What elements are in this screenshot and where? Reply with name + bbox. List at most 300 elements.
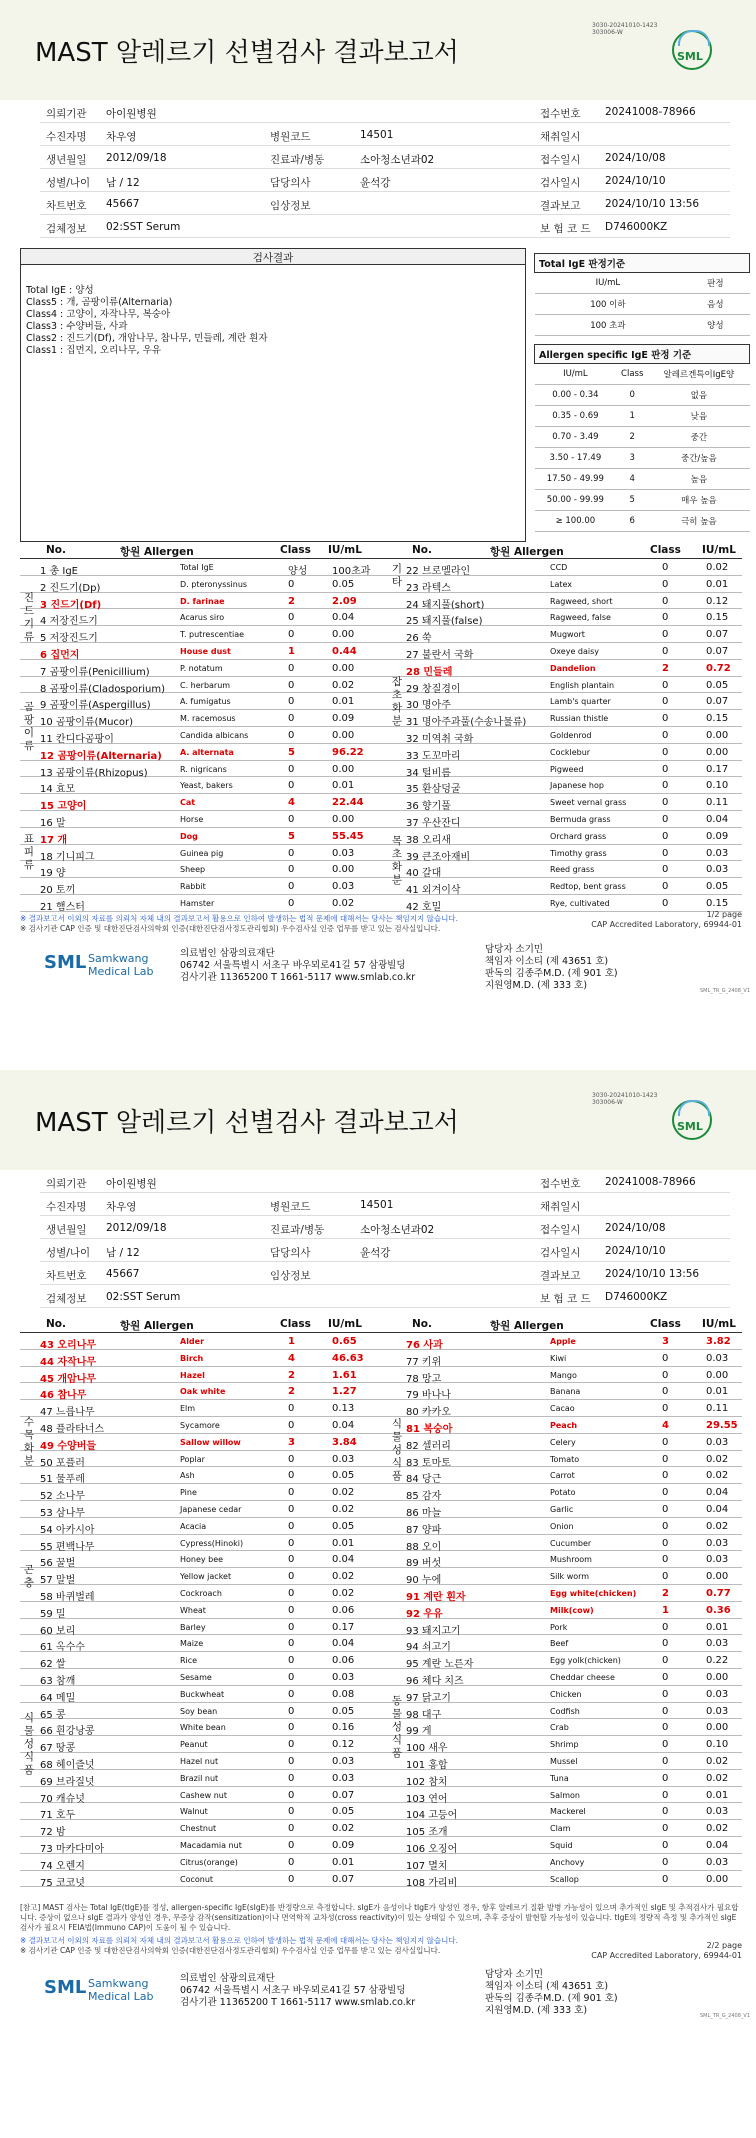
class-value: 0: [288, 629, 295, 641]
class-value: 2: [288, 1386, 295, 1398]
info-value: 남 / 12: [106, 1247, 140, 1259]
info-label: 보 험 코 드: [540, 1293, 591, 1305]
list-header: [20, 543, 742, 559]
iu-value: 0.02: [332, 1487, 355, 1499]
class-value: 0: [662, 645, 669, 657]
info-row: [40, 100, 730, 123]
page-title: MAST 알레르기 선별검사 결과보고서: [35, 1108, 459, 1138]
class-value: 0: [662, 1755, 669, 1767]
info-label: 담당의사: [270, 177, 311, 189]
allergen-en: A. alternata: [180, 747, 234, 757]
class-value: 0: [288, 1503, 295, 1515]
iu-value: 0.04: [706, 813, 729, 825]
allergen-en: Birch: [180, 1353, 204, 1363]
info-value: 2024/10/10: [605, 1245, 666, 1257]
iu-value: 0.00: [332, 864, 355, 876]
allergen-en: Dandelion: [550, 663, 596, 673]
allergen-row: [20, 1367, 742, 1384]
info-value: 소아청소년과02: [360, 1224, 435, 1236]
class-value: 0: [288, 1571, 295, 1583]
allergen-ko: 28 민들레: [406, 666, 453, 678]
allergen-row: [20, 1871, 742, 1888]
allergen-row: [20, 794, 742, 811]
iu-value: 0.07: [332, 1789, 355, 1801]
info-row: [40, 1216, 730, 1239]
allergen-row: [20, 1585, 742, 1602]
class-value: 0: [662, 562, 669, 573]
col-no: No.: [46, 1318, 66, 1330]
allergen-en: English plantain: [550, 680, 615, 690]
allergen-ko: 100 새우: [406, 1743, 448, 1755]
iu-value: 0.77: [706, 1587, 731, 1599]
allergen-ko: 89 버섯: [406, 1558, 442, 1570]
page-number: 2/2 page CAP Accredited Laboratory, 69944-01: [591, 1941, 742, 1960]
doc-code: 3030-20241010-1423 303006-W: [592, 22, 658, 36]
allergen-ko: 4 저장진드기: [40, 616, 98, 628]
allergen-en: Wheat: [180, 1605, 206, 1615]
iu-value: 0.00: [706, 1571, 729, 1583]
iu-value: 0.01: [706, 1386, 729, 1398]
info-label: 담당의사: [270, 1247, 311, 1259]
iu-value: 0.01: [332, 696, 355, 708]
info-label: 성별/나이: [46, 177, 91, 189]
class-value: 0: [288, 1671, 295, 1683]
allergen-ko: 97 닭고기: [406, 1692, 451, 1704]
class-value: 0: [662, 679, 669, 691]
allergen-en: Mackerel: [550, 1807, 586, 1817]
allergen-en: D. farinae: [180, 596, 225, 606]
class-value: 5: [288, 746, 295, 758]
class-value: 0: [288, 1419, 295, 1431]
iu-value: 0.07: [706, 696, 729, 708]
allergen-ko: 14 효모: [40, 784, 76, 796]
allergen-en: Banana: [550, 1387, 581, 1397]
class-value: 3: [288, 1436, 295, 1448]
info-label: 차트번호: [46, 1270, 87, 1282]
allergen-ko: 108 가리비: [406, 1877, 458, 1889]
logo-text: SML: [677, 50, 703, 63]
class-value: 1: [662, 1604, 669, 1616]
iu-value: 0.06: [332, 1604, 355, 1616]
info-value: 소아청소년과02: [360, 154, 435, 166]
iu-value: 0.09: [332, 1839, 355, 1851]
class-value: 2: [662, 662, 669, 674]
class-value: 0: [662, 847, 669, 859]
allergen-ko: 45 개암나무: [40, 1373, 97, 1385]
allergen-ko: 79 바나나: [406, 1390, 451, 1402]
allergen-ko: 9 곰팡이류(Aspergillus): [40, 700, 151, 712]
class-value: 0: [662, 1403, 669, 1415]
allergen-en: Horse: [180, 814, 204, 824]
allergen-en: Coconut: [180, 1874, 214, 1884]
brand-sub: Samkwang Medical Lab: [88, 1977, 154, 2003]
class-value: 0: [288, 847, 295, 859]
footer-address: 의료법인 삼광의료재단 06742 서울특별시 서초구 바우뫼로41길 57 삼광빌딩 검사기관 11365200 T 1661-5117 www.smlab.co.kr: [180, 1973, 416, 2008]
info-value: 14501: [360, 129, 394, 141]
allergen-en: Onion: [550, 1521, 574, 1531]
allergen-en: R. nigricans: [180, 764, 227, 774]
allergen-row: [20, 1551, 742, 1568]
class-value: 0: [288, 1873, 295, 1885]
info-label: 수진자명: [46, 131, 87, 143]
allergen-en: White bean: [180, 1723, 226, 1733]
allergen-row: [20, 777, 742, 794]
iu-value: 0.00: [332, 729, 355, 741]
class-value: 0: [288, 864, 295, 876]
allergen-ko: 44 자작나무: [40, 1356, 97, 1368]
class-value: 0: [662, 1739, 669, 1751]
allergen-row: [20, 559, 742, 576]
allergen-row: [20, 693, 742, 710]
allergen-en: Sheep: [180, 865, 206, 875]
allergen-row: [20, 677, 742, 694]
allergen-ko: 61 옥수수: [40, 1642, 85, 1654]
info-label: 접수일시: [540, 1224, 581, 1236]
info-value: 2012/09/18: [106, 1222, 167, 1234]
allergen-row: [20, 643, 742, 660]
col-iu: IU/mL: [702, 544, 736, 556]
page-1: [0, 0, 756, 1035]
allergen-en: Carrot: [550, 1471, 575, 1481]
allergen-en: Maize: [180, 1639, 204, 1649]
allergen-en: Cat: [180, 798, 196, 808]
allergen-en: Cypress(Hinoki): [180, 1538, 244, 1548]
logo-text: SML: [677, 1120, 703, 1133]
allergen-ko: 65 콩: [40, 1709, 66, 1721]
info-label: 검체정보: [46, 1293, 87, 1305]
allergen-en: Pine: [180, 1488, 197, 1498]
allergen-en: CCD: [550, 563, 568, 572]
allergen-ko: 38 오리새: [406, 834, 451, 846]
col-iu: IU/mL: [328, 544, 362, 556]
col-allergen: 항원 Allergen: [120, 1320, 194, 1332]
allergen-en: Barley: [180, 1622, 206, 1632]
category-label: 진드기류: [23, 591, 35, 643]
iu-value: 0.03: [706, 847, 729, 859]
allergen-ko: 77 키위: [406, 1356, 442, 1368]
allergen-row: [20, 1350, 742, 1367]
allergen-en: Alder: [180, 1337, 205, 1346]
allergen-en: Russian thistle: [550, 714, 609, 724]
iu-value: 96.22: [332, 746, 364, 758]
iu-value: 0.16: [332, 1722, 355, 1734]
class-value: 0: [288, 881, 295, 893]
allergen-ko: 69 브라질넛: [40, 1776, 95, 1788]
brand: SML: [44, 952, 87, 973]
class-value: 0: [288, 1739, 295, 1751]
info-label: 채취일시: [540, 1201, 581, 1213]
info-row: [40, 1239, 730, 1262]
allergen-row: [20, 1803, 742, 1820]
class-value: 0: [662, 1571, 669, 1583]
allergen-row: [20, 576, 742, 593]
allergen-en: Scallop: [550, 1874, 579, 1884]
info-value: 차우영: [106, 1201, 137, 1213]
class-value: 0: [288, 1688, 295, 1700]
allergen-ko: 53 삼나무: [40, 1507, 85, 1519]
class-value: 0: [662, 1453, 669, 1465]
allergen-en: Cocklebur: [550, 747, 591, 757]
class-value: 0: [288, 1823, 295, 1835]
allergen-ko: 31 명아주과풀(수송나물류): [406, 717, 527, 729]
info-label: 생년월일: [46, 1224, 87, 1236]
allergen-en: Macadamia nut: [180, 1840, 242, 1850]
footer-signatures: 담당자 소기민 책임자 이소티 (제 43651 호) 판독의 김종주M.D. (제 901 호) 지원영M.D. (제 333 호): [485, 1969, 618, 2016]
allergen-row: [20, 1383, 742, 1400]
class-value: 0: [288, 1755, 295, 1767]
class-value: 0: [288, 662, 295, 674]
iu-value: 22.44: [332, 797, 364, 809]
allergen-ko: 58 바퀴벌레: [40, 1591, 95, 1603]
allergen-ko: 75 코코넛: [40, 1877, 85, 1889]
allergen-ko: 81 복숭아: [406, 1423, 453, 1435]
allergen-en: Chicken: [550, 1689, 582, 1699]
allergen-ko: 36 향기풀: [406, 801, 451, 813]
note-1: ※ 결과보고서 이외의 자료를 의뢰처 자체 내의 결과보고서 활용으로 인하여 발생하는 법적 문제에 대해서는 당사는 책임지지 않습니다.: [20, 1936, 459, 1945]
iu-value: 0.10: [706, 1739, 729, 1751]
iu-value: 0.00: [332, 763, 355, 775]
class-value: 0: [288, 1554, 295, 1566]
footer-notes: [20, 910, 742, 934]
info-label: 결과보고: [540, 200, 581, 212]
allergen-en: Cashew nut: [180, 1790, 228, 1800]
class-value: 양성: [288, 566, 308, 577]
allergen-en: Anchovy: [550, 1857, 585, 1867]
allergen-row: [20, 1568, 742, 1585]
class-value: 0: [662, 1554, 669, 1566]
allergen-row: [20, 1434, 742, 1451]
allergen-ko: 68 헤이즐넛: [40, 1759, 95, 1771]
col-class: Class: [650, 1318, 681, 1330]
class-value: 0: [288, 1789, 295, 1801]
allergen-en: Lamb's quarter: [550, 697, 611, 707]
allergen-en: Tomato: [550, 1454, 580, 1464]
allergen-row: [20, 1400, 742, 1417]
allergen-en: Brazil nut: [180, 1773, 219, 1783]
iu-value: 0.05: [332, 1806, 355, 1818]
allergen-ko: 64 메밀: [40, 1692, 76, 1704]
info-label: 성별/나이: [46, 1247, 91, 1259]
specific-ige-table: Allergen specific IgE 판정 기준 IU/mL Class 알레르겐특이IgE양 0.00 - 0.34 0 없음 0.35 - 0.69 1 낮음 0.70 - 3.49 2 중간 3.50 - 17.49 3 중간/높음 17.50 - 49.99 4 높음 50.00 - 99.99 5 매우 높음 ≥ 100.00 6 극히 높음: [534, 344, 750, 532]
allergen-en: Mugwort: [550, 630, 585, 640]
class-value: 0: [288, 696, 295, 708]
allergen-ko: 106 오징어: [406, 1843, 458, 1855]
allergen-ko: 5 저장진드기: [40, 633, 98, 645]
class-value: 3: [662, 1336, 669, 1347]
category-label: 기타: [391, 562, 403, 588]
result-line: Total IgE : 양성: [26, 285, 94, 296]
allergen-ko: 105 조개: [406, 1827, 448, 1839]
allergen-row: [20, 1501, 742, 1518]
class-value: 2: [288, 595, 295, 607]
iu-value: 0.22: [706, 1655, 729, 1667]
allergen-row: [20, 727, 742, 744]
allergen-row: [20, 1451, 742, 1468]
allergen-en: Potato: [550, 1488, 576, 1498]
iu-value: 0.17: [332, 1621, 355, 1633]
allergen-row: [20, 1736, 742, 1753]
class-value: 0: [662, 1772, 669, 1784]
class-value: 0: [662, 1873, 669, 1885]
allergen-ko: 55 편백나무: [40, 1541, 95, 1553]
iu-value: 2.09: [332, 595, 357, 607]
footer-logo: [44, 1973, 164, 2013]
allergen-ko: 57 말벌: [40, 1575, 76, 1587]
allergen-row: [20, 710, 742, 727]
info-value: 20241008-78966: [605, 106, 696, 118]
iu-value: 0.07: [706, 645, 729, 657]
allergen-row: [20, 744, 742, 761]
allergen-ko: 90 누에: [406, 1575, 442, 1587]
iu-value: 0.02: [706, 1772, 729, 1784]
allergen-ko: 29 창질경이: [406, 683, 461, 695]
allergen-ko: 11 칸디다곰팡이: [40, 733, 114, 745]
col-class: Class: [650, 544, 681, 556]
allergen-en: Citrus(orange): [180, 1857, 238, 1867]
info-row: [40, 192, 730, 215]
iu-value: 0.09: [332, 713, 355, 725]
allergen-en: Japanese cedar: [180, 1504, 242, 1514]
allergen-en: Hazel nut: [180, 1756, 219, 1766]
iu-value: 0.04: [332, 1419, 355, 1431]
category-label: 잡초화분: [391, 675, 403, 727]
class-value: 0: [662, 1503, 669, 1515]
iu-value: 0.03: [706, 1436, 729, 1448]
allergen-en: Kiwi: [550, 1353, 567, 1363]
allergen-row: [20, 1719, 742, 1736]
allergen-en: Acarus siro: [180, 613, 225, 623]
info-label: 의뢰기관: [46, 108, 87, 120]
iu-value: 0.03: [706, 1705, 729, 1717]
info-value: 윤석강: [360, 177, 391, 189]
allergen-en: Egg yolk(chicken): [550, 1656, 621, 1666]
class-value: 0: [662, 1856, 669, 1868]
class-value: 0: [288, 1655, 295, 1667]
class-value: 0: [662, 713, 669, 725]
allergen-ko: 54 아카시아: [40, 1524, 95, 1536]
footer-signatures: 담당자 소기민 책임자 이소티 (제 43651 호) 판독의 김종주M.D. (제 901 호) 지원영M.D. (제 333 호): [485, 944, 618, 991]
class-value: 0: [288, 1587, 295, 1599]
allergen-ko: 96 체다 치즈: [406, 1675, 464, 1687]
allergen-en: House dust: [180, 646, 231, 656]
iu-value: 0.05: [332, 1705, 355, 1717]
info-value: 45667: [106, 198, 140, 210]
class-value: 0: [662, 1722, 669, 1734]
class-value: 0: [288, 897, 295, 909]
iu-value: 0.02: [332, 1503, 355, 1515]
iu-value: 0.15: [706, 713, 729, 725]
col-class: Class: [280, 1318, 311, 1330]
allergen-en: Rabbit: [180, 882, 206, 892]
patient-info: [40, 1170, 730, 1308]
iu-value: 0.02: [706, 1755, 729, 1767]
allergen-ko: 62 쌀: [40, 1659, 66, 1671]
result-text: [21, 265, 525, 361]
allergen-ko: 30 명아주: [406, 700, 451, 712]
allergen-ko: 50 포플러: [40, 1457, 85, 1469]
result-line: Class3 : 수양버들, 사과: [26, 321, 128, 332]
allergen-en: Yeast, bakers: [180, 781, 233, 791]
allergen-en: Timothy grass: [550, 848, 607, 858]
col-no: No.: [412, 1318, 432, 1330]
brand: SML: [44, 1977, 87, 1998]
allergen-ko: 13 곰팡이류(Rhizopus): [40, 767, 148, 779]
allergen-ko: 43 오리나무: [40, 1340, 97, 1351]
class-value: 0: [662, 780, 669, 792]
sml-logo: [672, 30, 712, 70]
info-value: 14501: [360, 1199, 394, 1211]
allergen-ko: 83 토마토: [406, 1457, 451, 1469]
iu-value: 0.01: [706, 578, 729, 590]
allergen-ko: 10 곰팡이류(Mucor): [40, 717, 134, 729]
iu-value: 0.07: [706, 629, 729, 641]
iu-value: 0.00: [706, 746, 729, 758]
footer-notes: [20, 1903, 742, 1960]
info-label: 생년월일: [46, 154, 87, 166]
note-1: ※ 결과보고서 이외의 자료를 의뢰처 자체 내의 결과보고서 활용으로 인하여 발생하는 법적 문제에 대해서는 당사는 책임지지 않습니다.: [20, 914, 459, 923]
class-value: 4: [288, 797, 295, 809]
iu-value: 0.02: [706, 1470, 729, 1482]
allergen-en: Egg white(chicken): [550, 1588, 637, 1598]
allergen-en: Sesame: [180, 1672, 212, 1682]
iu-value: 0.00: [706, 729, 729, 741]
allergen-row: [20, 1635, 742, 1652]
allergen-en: Candida albicans: [180, 730, 249, 740]
class-value: 0: [288, 1722, 295, 1734]
iu-value: 0.03: [706, 1688, 729, 1700]
class-value: 0: [662, 629, 669, 641]
info-value: 윤석강: [360, 1247, 391, 1259]
class-value: 0: [662, 595, 669, 607]
allergen-en: Ragweed, short: [550, 596, 613, 606]
class-value: 0: [662, 1487, 669, 1499]
allergen-en: Cacao: [550, 1404, 575, 1414]
info-label: 임상정보: [270, 1270, 311, 1282]
allergen-ko: 95 계란 노른자: [406, 1659, 474, 1671]
allergen-en: Hamster: [180, 898, 215, 908]
allergen-ko: 59 밀: [40, 1608, 66, 1620]
allergen-ko: 63 참깨: [40, 1675, 76, 1687]
allergen-ko: 25 돼지풀(false): [406, 616, 483, 628]
class-value: 1: [288, 645, 295, 657]
class-value: 0: [662, 1621, 669, 1633]
info-row: [40, 1170, 730, 1193]
allergen-row: [20, 1518, 742, 1535]
class-value: 0: [288, 763, 295, 775]
allergen-ko: 23 라텍스: [406, 582, 451, 594]
iu-value: 0.04: [332, 612, 355, 624]
class-value: 0: [662, 1806, 669, 1818]
result-header: 검사결과: [21, 249, 525, 265]
col-no: No.: [46, 544, 66, 556]
version-code: SML_TR_G_2408_V1: [700, 2013, 751, 2019]
iu-value: 0.04: [706, 1839, 729, 1851]
iu-value: 0.02: [706, 562, 729, 573]
info-label: 채취일시: [540, 131, 581, 143]
iu-value: 0.04: [332, 1638, 355, 1650]
allergen-en: Tuna: [550, 1773, 569, 1783]
class-value: 4: [662, 1419, 669, 1431]
allergen-row: [20, 1619, 742, 1636]
col-allergen: 항원 Allergen: [120, 546, 194, 558]
iu-value: 0.36: [706, 1604, 731, 1616]
allergen-en: T. putrescentiae: [180, 630, 245, 640]
allergen-row: [20, 1669, 742, 1686]
iu-value: 0.03: [706, 1554, 729, 1566]
allergen-row: [20, 1652, 742, 1669]
allergen-ko: 41 외겨이삭: [406, 885, 461, 897]
col-allergen: 항원 Allergen: [490, 546, 564, 558]
